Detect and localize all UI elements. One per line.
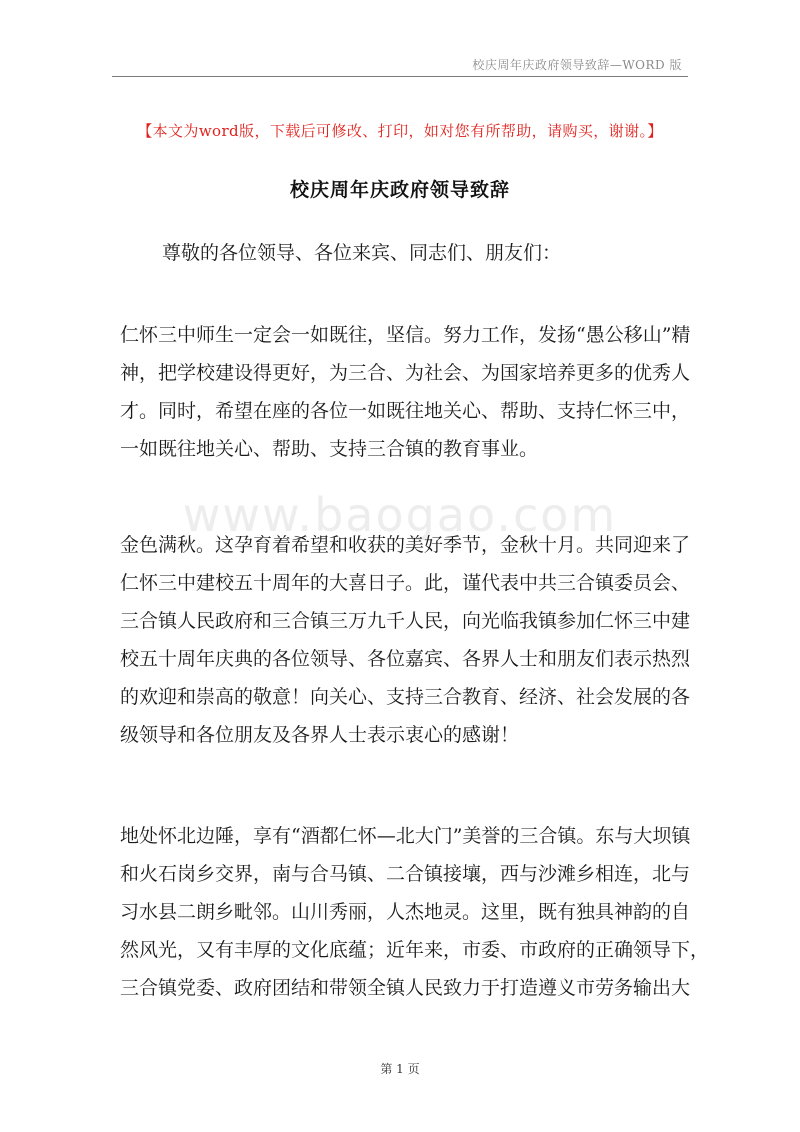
paragraph-line: 神，把学校建设得更好，为三合、为社会、为国家培养更多的优秀人 [120, 362, 691, 384]
paragraph-line: 三合镇党委、政府团结和带领全镇人民致力于打造遵义市劳务输出大 [120, 977, 691, 999]
paragraph-line: 三合镇人民政府和三合镇三万九千人民，向光临我镇参加仁怀三中建 [120, 610, 691, 632]
running-header: 校庆周年庆政府领导致辞—WORD 版 [472, 58, 682, 72]
paragraph-line: 级领导和各位朋友及各界人士表示衷心的感谢！ [120, 724, 520, 746]
document-title: 校庆周年庆政府领导致辞 [289, 179, 510, 201]
paragraph-line: 习水县二朗乡毗邻。山川秀丽，人杰地灵。这里，既有独具神韵的自 [120, 901, 691, 923]
paragraph-line: 才。同时，希望在座的各位一如既往地关心、帮助、支持仁怀三中， [120, 400, 691, 422]
header-divider [112, 76, 688, 77]
purchase-notice: 【本文为word版，下载后可修改、打印，如对您有所帮助，请购买，谢谢。】 [137, 122, 663, 140]
paragraph-line: 一如既往地关心、帮助、支持三合镇的教育事业。 [120, 438, 539, 460]
watermark: www.baogao.com [182, 488, 618, 542]
page-number: 第 1 页 [380, 1062, 420, 1076]
paragraph-line: 的欢迎和崇高的敬意！向关心、支持三合教育、经济、社会发展的各 [120, 686, 691, 708]
paragraph-line: 和火石岗乡交界，南与合马镇、二合镇接壤，西与沙滩乡相连，北与 [120, 863, 691, 885]
paragraph-line: 仁怀三中建校五十周年的大喜日子。此，谨代表中共三合镇委员会、 [120, 572, 691, 594]
paragraph-line: 校五十周年庆典的各位领导、各位嘉宾、各界人士和朋友们表示热烈 [120, 648, 691, 670]
salutation: 尊敬的各位领导、各位来宾、同志们、朋友们： [162, 242, 562, 264]
paragraph-line: 仁怀三中师生一定会一如既往，坚信。努力工作，发扬“愚公移山”精 [120, 324, 691, 346]
paragraph-line: 然风光，又有丰厚的文化底蕴；近年来，市委、市政府的正确领导下， [120, 939, 710, 961]
paragraph-3 [120, 817, 710, 1007]
paragraph-2 [120, 526, 691, 754]
paragraph-1 [120, 316, 691, 468]
paragraph-line: 金色满秋。这孕育着希望和收获的美好季节，金秋十月。共同迎来了 [120, 534, 691, 556]
paragraph-line: 地处怀北边陲，享有“酒都仁怀—北大门”美誉的三合镇。东与大坝镇 [120, 825, 691, 847]
